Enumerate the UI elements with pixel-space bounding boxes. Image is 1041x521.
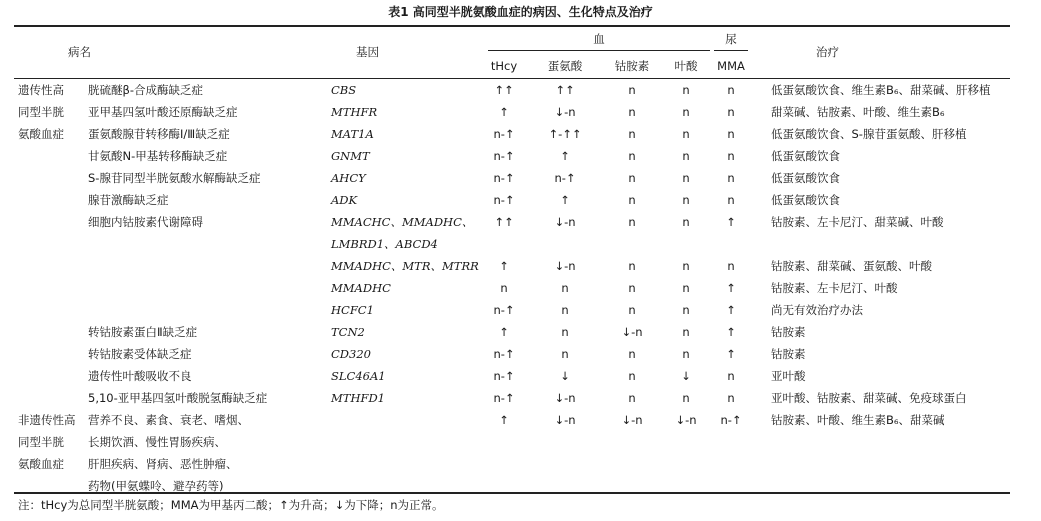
treatment-cell: 钴胺素、甜菜碱、蛋氨酸、叶酸 bbox=[771, 259, 932, 273]
group-label: 氨酸血症 bbox=[18, 457, 64, 471]
treatment-cell: 低蛋氨酸饮食 bbox=[771, 171, 840, 185]
table-footnote: 注：tHcy为总同型半胱氨酸；MMA为甲基丙二酸；↑为升高；↓为下降；n为正常。 bbox=[18, 498, 444, 512]
thcy-cell: n bbox=[500, 281, 508, 295]
disease-cell: 营养不良、素食、衰老、嗜烟、 bbox=[88, 413, 249, 427]
disease-cell: 转钴胺素蛋白Ⅱ缺乏症 bbox=[88, 325, 198, 339]
folate-cell: ↓-n bbox=[675, 413, 697, 427]
gene-cell: SLC46A1 bbox=[331, 369, 386, 383]
header-methionine: 蛋氨酸 bbox=[547, 59, 583, 73]
gene-cell: MMADHC、MTR、MTRR bbox=[331, 259, 479, 273]
disease-cell: 蛋氨酸腺苷转移酶Ⅰ/Ⅲ缺乏症 bbox=[88, 127, 230, 141]
treatment-cell: 钴胺素 bbox=[771, 325, 806, 339]
thcy-cell: ↑ bbox=[499, 105, 509, 119]
mma-cell: n bbox=[727, 391, 735, 405]
thcy-cell: n-↑ bbox=[493, 303, 515, 317]
gene-cell: MMACHC、MMADHC、 bbox=[331, 215, 474, 229]
mma-cell: n bbox=[727, 127, 735, 141]
cobalamin-cell: n bbox=[628, 303, 636, 317]
cobalamin-cell: n bbox=[628, 259, 636, 273]
disease-cell: 长期饮酒、慢性胃肠疾病、 bbox=[88, 435, 226, 449]
folate-cell: ↓ bbox=[681, 369, 691, 383]
cobalamin-cell: n bbox=[628, 105, 636, 119]
gene-cell: CD320 bbox=[331, 347, 371, 361]
folate-cell: n bbox=[682, 347, 690, 361]
cobalamin-cell: n bbox=[628, 369, 636, 383]
thcy-cell: n-↑ bbox=[493, 127, 515, 141]
header-cobalamin: 钴胺素 bbox=[614, 59, 650, 73]
folate-cell: n bbox=[682, 303, 690, 317]
blood-group-rule bbox=[488, 50, 710, 51]
methionine-cell: ↑↑ bbox=[555, 83, 575, 97]
folate-cell: n bbox=[682, 325, 690, 339]
disease-cell: 胱硫醚β-合成酶缺乏症 bbox=[88, 83, 203, 97]
folate-cell: n bbox=[682, 171, 690, 185]
folate-cell: n bbox=[682, 149, 690, 163]
treatment-cell: 亚叶酸、钴胺素、甜菜碱、免疫球蛋白 bbox=[771, 391, 967, 405]
methionine-cell: ↓-n bbox=[554, 391, 576, 405]
methionine-cell: n bbox=[561, 325, 569, 339]
disease-cell: 肝胆疾病、肾病、恶性肿瘤、 bbox=[88, 457, 238, 471]
thcy-cell: ↑↑ bbox=[494, 215, 514, 229]
methionine-cell: ↑ bbox=[560, 149, 570, 163]
gene-cell: TCN2 bbox=[331, 325, 365, 339]
disease-cell: 甘氨酸N-甲基转移酶缺乏症 bbox=[88, 149, 228, 163]
folate-cell: n bbox=[682, 127, 690, 141]
methionine-cell: ↓ bbox=[560, 369, 570, 383]
group-label: 同型半胱 bbox=[18, 105, 64, 119]
table-caption: 表1 高同型半胱氨酸血症的病因、生化特点及治疗 bbox=[388, 5, 653, 19]
thcy-cell: n-↑ bbox=[493, 171, 515, 185]
treatment-cell: 甜菜碱、钴胺素、叶酸、维生素B₆ bbox=[771, 105, 945, 119]
header-urine: 尿 bbox=[725, 32, 737, 46]
gene-cell: MAT1A bbox=[331, 127, 374, 141]
mma-cell: n bbox=[727, 193, 735, 207]
mma-cell: ↑ bbox=[726, 303, 736, 317]
header-thcy: tHcy bbox=[490, 59, 518, 73]
methionine-cell: n-↑ bbox=[554, 171, 576, 185]
gene-cell: LMBRD1、ABCD4 bbox=[331, 237, 438, 251]
disease-cell: 5,10-亚甲基四氢叶酸脱氢酶缺乏症 bbox=[88, 391, 268, 405]
thcy-cell: n-↑ bbox=[493, 369, 515, 383]
gene-cell: MTHFD1 bbox=[331, 391, 385, 405]
group-label: 非遗传性高 bbox=[18, 413, 76, 427]
methionine-cell: ↑-↑↑ bbox=[548, 127, 582, 141]
group-label: 同型半胱 bbox=[18, 435, 64, 449]
gene-cell: HCFC1 bbox=[331, 303, 374, 317]
mma-cell: ↑ bbox=[726, 347, 736, 361]
mma-cell: ↑ bbox=[726, 281, 736, 295]
treatment-cell: 低蛋氨酸饮食 bbox=[771, 149, 840, 163]
table-top-rule bbox=[14, 25, 1010, 27]
methionine-cell: n bbox=[561, 303, 569, 317]
treatment-cell: 低蛋氨酸饮食、维生素B₆、甜菜碱、肝移植 bbox=[771, 83, 991, 97]
folate-cell: n bbox=[682, 259, 690, 273]
methionine-cell: ↓-n bbox=[554, 413, 576, 427]
thcy-cell: n-↑ bbox=[493, 347, 515, 361]
treatment-cell: 钴胺素、左卡尼汀、甜菜碱、叶酸 bbox=[771, 215, 944, 229]
treatment-cell: 钴胺素 bbox=[771, 347, 806, 361]
header-treatment: 治疗 bbox=[816, 45, 839, 59]
header-gene: 基因 bbox=[356, 45, 379, 59]
treatment-cell: 低蛋氨酸饮食、S-腺苷蛋氨酸、肝移植 bbox=[771, 127, 967, 141]
methionine-cell: n bbox=[561, 281, 569, 295]
cobalamin-cell: n bbox=[628, 127, 636, 141]
disease-cell: 细胞内钴胺素代谢障碍 bbox=[88, 215, 203, 229]
cobalamin-cell: n bbox=[628, 83, 636, 97]
cobalamin-cell: n bbox=[628, 281, 636, 295]
methionine-cell: n bbox=[561, 347, 569, 361]
mma-cell: n bbox=[727, 259, 735, 273]
mma-cell: n bbox=[727, 149, 735, 163]
mma-cell: n bbox=[727, 105, 735, 119]
gene-cell: MMADHC bbox=[331, 281, 391, 295]
cobalamin-cell: n bbox=[628, 391, 636, 405]
mma-cell: n bbox=[727, 369, 735, 383]
gene-cell: CBS bbox=[331, 83, 357, 97]
treatment-cell: 低蛋氨酸饮食 bbox=[771, 193, 840, 207]
cobalamin-cell: n bbox=[628, 171, 636, 185]
gene-cell: AHCY bbox=[331, 171, 366, 185]
disease-cell: 遗传性叶酸吸收不良 bbox=[88, 369, 192, 383]
urine-group-rule bbox=[714, 50, 748, 51]
mma-cell: n-↑ bbox=[720, 413, 742, 427]
disease-cell: 腺苷激酶缺乏症 bbox=[88, 193, 169, 207]
methionine-cell: ↓-n bbox=[554, 259, 576, 273]
cobalamin-cell: n bbox=[628, 149, 636, 163]
mma-cell: ↑ bbox=[726, 325, 736, 339]
cobalamin-cell: n bbox=[628, 347, 636, 361]
folate-cell: n bbox=[682, 215, 690, 229]
header-disease: 病名 bbox=[68, 45, 91, 59]
methionine-cell: ↓-n bbox=[554, 215, 576, 229]
header-blood: 血 bbox=[593, 32, 605, 46]
thcy-cell: ↑ bbox=[499, 259, 509, 273]
header-folate: 叶酸 bbox=[674, 59, 698, 73]
treatment-cell: 钴胺素、叶酸、维生素B₆、甜菜碱 bbox=[771, 413, 945, 427]
treatment-cell: 钴胺素、左卡尼汀、叶酸 bbox=[771, 281, 898, 295]
cobalamin-cell: ↓-n bbox=[621, 325, 643, 339]
methionine-cell: ↓-n bbox=[554, 105, 576, 119]
thcy-cell: n-↑ bbox=[493, 149, 515, 163]
header-mma: MMA bbox=[717, 59, 745, 73]
disease-cell: 亚甲基四氢叶酸还原酶缺乏症 bbox=[88, 105, 238, 119]
gene-cell: GNMT bbox=[331, 149, 370, 163]
folate-cell: n bbox=[682, 105, 690, 119]
thcy-cell: ↑ bbox=[499, 413, 509, 427]
mma-cell: ↑ bbox=[726, 215, 736, 229]
thcy-cell: n-↑ bbox=[493, 391, 515, 405]
folate-cell: n bbox=[682, 281, 690, 295]
group-label: 氨酸血症 bbox=[18, 127, 64, 141]
mma-cell: n bbox=[727, 83, 735, 97]
methionine-cell: ↑ bbox=[560, 193, 570, 207]
disease-cell: S-腺苷同型半胱氨酸水解酶缺乏症 bbox=[88, 171, 261, 185]
disease-cell: 药物(甲氨蝶呤、避孕药等) bbox=[88, 479, 224, 493]
mma-cell: n bbox=[727, 171, 735, 185]
folate-cell: n bbox=[682, 193, 690, 207]
disease-cell: 转钴胺素受体缺乏症 bbox=[88, 347, 192, 361]
cobalamin-cell: n bbox=[628, 193, 636, 207]
thcy-cell: ↑↑ bbox=[494, 83, 514, 97]
treatment-cell: 亚叶酸 bbox=[771, 369, 806, 383]
cobalamin-cell: ↓-n bbox=[621, 413, 643, 427]
cobalamin-cell: n bbox=[628, 215, 636, 229]
thcy-cell: ↑ bbox=[499, 325, 509, 339]
group-label: 遗传性高 bbox=[18, 83, 64, 97]
treatment-cell: 尚无有效治疗办法 bbox=[771, 303, 863, 317]
folate-cell: n bbox=[682, 391, 690, 405]
gene-cell: ADK bbox=[331, 193, 358, 207]
folate-cell: n bbox=[682, 83, 690, 97]
gene-cell: MTHFR bbox=[331, 105, 378, 119]
thcy-cell: n-↑ bbox=[493, 193, 515, 207]
